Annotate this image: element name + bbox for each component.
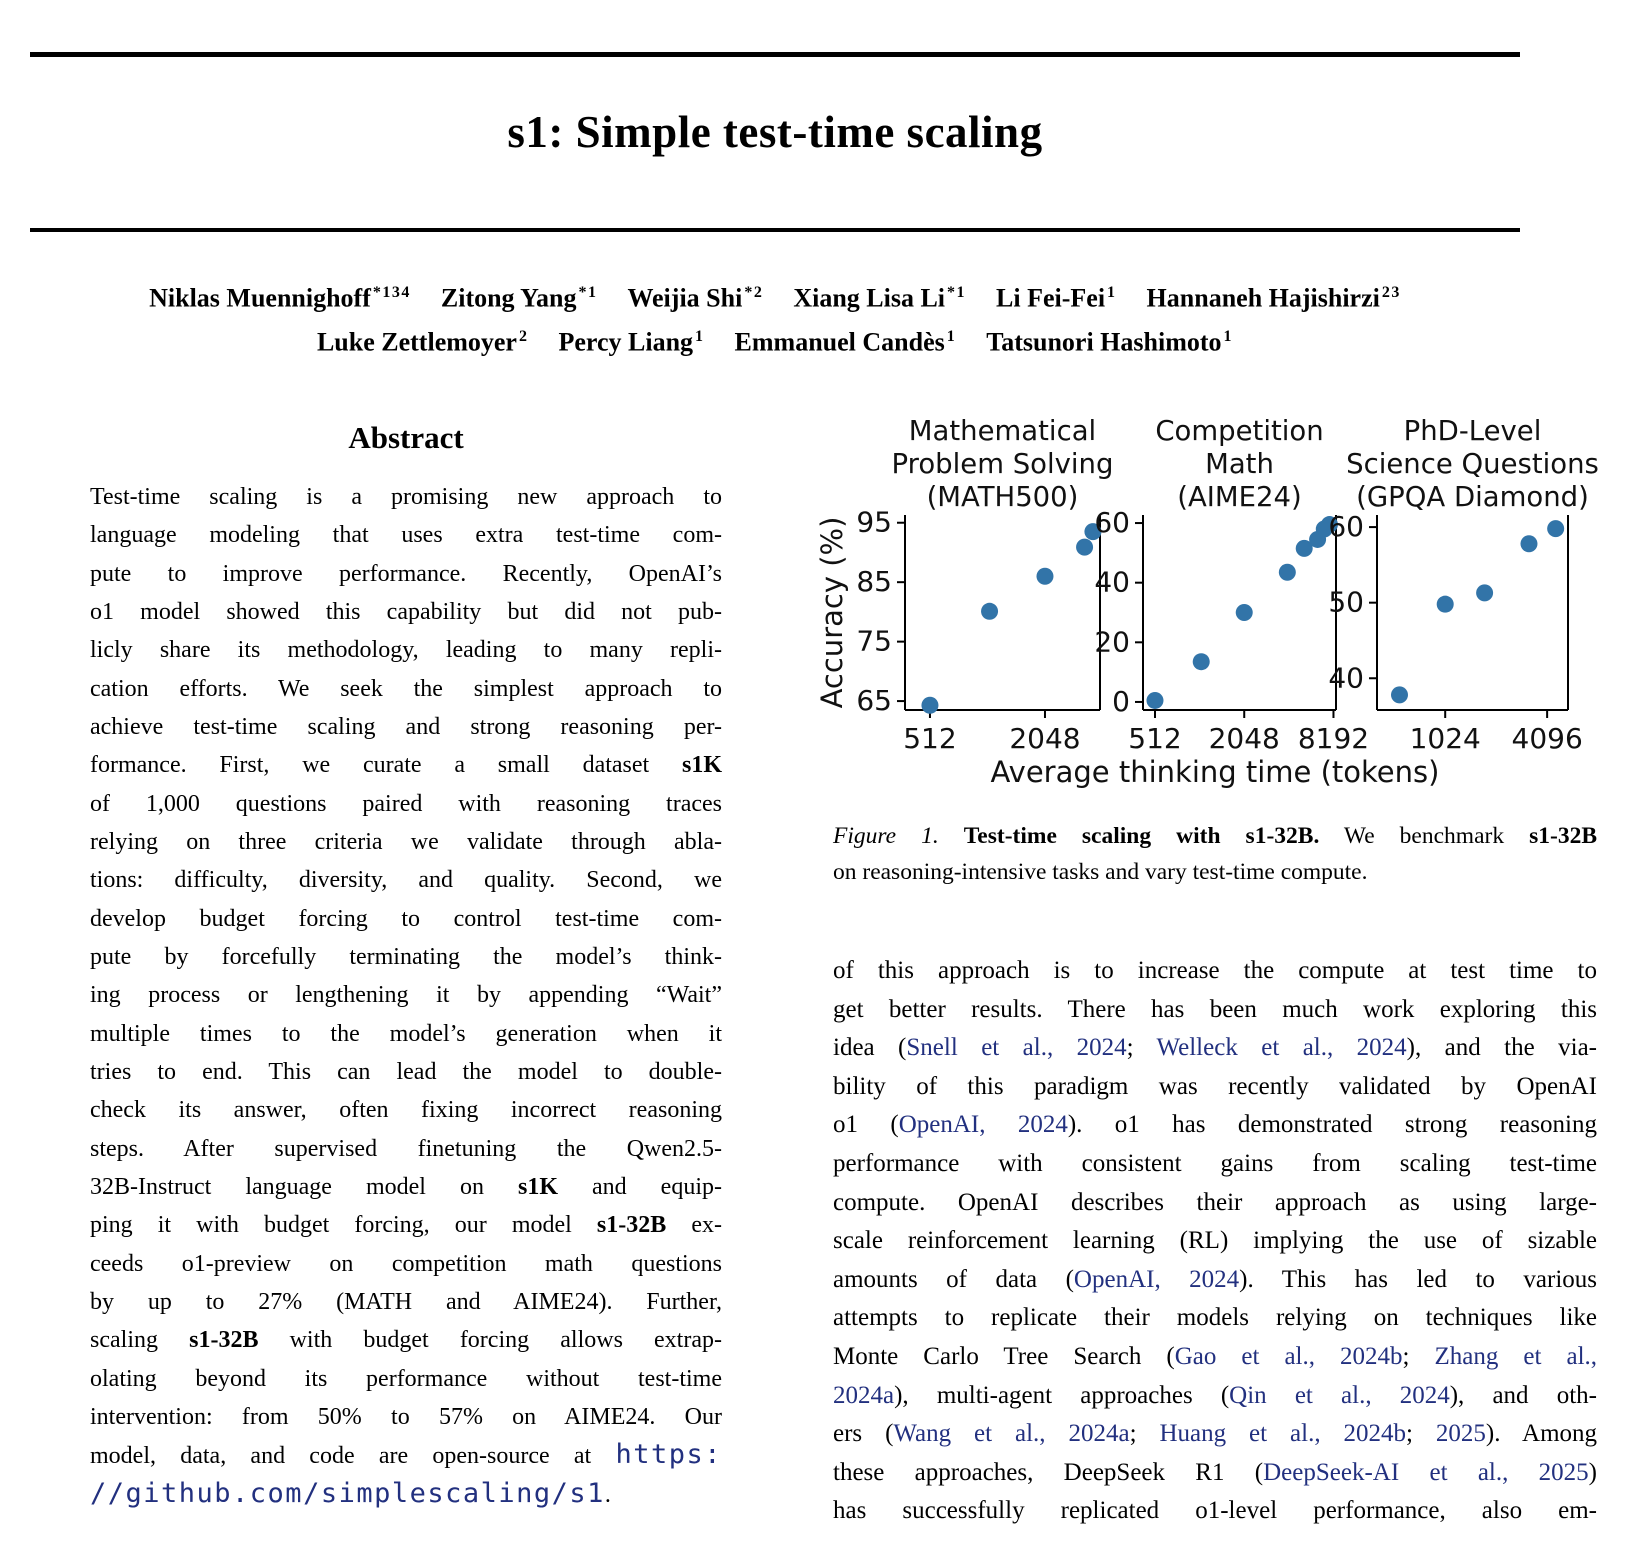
figure-1-charts bbox=[815, 395, 1640, 795]
text-segment: relying on three criteria we validate through abla- bbox=[90, 828, 722, 855]
subplot-title: (GPQA Diamond) bbox=[1356, 481, 1589, 513]
y-tick-label: 0 bbox=[1112, 684, 1130, 718]
text-segment: s1-32B bbox=[1529, 823, 1598, 849]
text-line bbox=[90, 1245, 722, 1283]
author bbox=[558, 316, 704, 364]
x-tick-label: 512 bbox=[1128, 722, 1182, 755]
text-line bbox=[833, 991, 1597, 1030]
author-affiliation-sup: 23 bbox=[1381, 284, 1401, 301]
text-line bbox=[90, 1475, 722, 1513]
text-line bbox=[90, 938, 722, 976]
data-point bbox=[1036, 568, 1053, 585]
author-affiliation-sup: *1 bbox=[578, 284, 598, 301]
text-line bbox=[90, 785, 722, 823]
text-segment: compute. OpenAI describes their approach as using large- bbox=[833, 1188, 1597, 1216]
author bbox=[627, 272, 763, 320]
text-line bbox=[90, 746, 722, 784]
text-line bbox=[833, 1145, 1597, 1184]
data-point bbox=[1193, 653, 1210, 670]
author-affiliation-sup: 1 bbox=[1223, 328, 1234, 345]
page-title: s1: Simple test-time scaling bbox=[507, 107, 1043, 157]
citation-link[interactable]: 2024a bbox=[833, 1381, 895, 1409]
y-tick-label: 50 bbox=[1328, 585, 1364, 619]
text-line bbox=[833, 1377, 1597, 1416]
text-line bbox=[833, 1415, 1597, 1454]
text-line bbox=[90, 976, 722, 1014]
title-rule bbox=[30, 228, 1520, 232]
author-name: Niklas Muennighoff bbox=[149, 283, 371, 313]
text-line bbox=[833, 818, 1597, 854]
x-tick-label: 2048 bbox=[1009, 722, 1081, 755]
y-tick-label: 65 bbox=[856, 684, 892, 718]
author-name: Weijia Shi bbox=[627, 283, 743, 313]
citation-link[interactable]: Huang et al., 2024b bbox=[1159, 1420, 1406, 1448]
author bbox=[149, 272, 411, 320]
citation-link[interactable]: Qin et al., 2024 bbox=[1229, 1381, 1450, 1409]
text-segment: ) bbox=[1588, 1458, 1597, 1486]
citation-link[interactable]: Wang et al., 2024a bbox=[893, 1420, 1130, 1448]
text-segment: pute by forcefully terminating the model’s think- bbox=[90, 943, 722, 970]
text-segment: . bbox=[604, 1481, 611, 1508]
text-segment: ; bbox=[1126, 1034, 1157, 1062]
text-line bbox=[90, 1091, 722, 1129]
text-line bbox=[833, 1454, 1597, 1493]
text-line bbox=[833, 1029, 1597, 1068]
text-segment: tions: difficulty, diversity, and quality. Second, we bbox=[90, 867, 722, 894]
intro-column bbox=[833, 952, 1597, 1531]
text-segment: Monte Carlo Tree Search ( bbox=[833, 1342, 1175, 1370]
author bbox=[996, 272, 1117, 320]
text-line bbox=[90, 670, 722, 708]
text-line bbox=[833, 1184, 1597, 1223]
data-point bbox=[1279, 564, 1296, 581]
text-line bbox=[90, 478, 722, 516]
y-tick-label: 60 bbox=[1094, 506, 1130, 540]
text-line bbox=[833, 1068, 1597, 1107]
author-line-2 bbox=[30, 316, 1520, 364]
y-tick-label: 60 bbox=[1328, 510, 1364, 544]
author bbox=[441, 272, 598, 320]
text-segment: get better results. There has been much work exploring this bbox=[833, 995, 1597, 1023]
text-line bbox=[833, 1261, 1597, 1300]
author-name: Xiang Lisa Li bbox=[793, 283, 946, 313]
text-segment: of this approach is to increase the compute at test time to bbox=[833, 957, 1597, 984]
citation-link[interactable]: Gao et al., 2024b bbox=[1174, 1342, 1403, 1370]
author-name: Li Fei-Fei bbox=[996, 283, 1106, 313]
author-affiliation-sup: *2 bbox=[744, 284, 764, 301]
text-segment: ing process or lengthening it by appending “Wait” bbox=[90, 982, 722, 1009]
x-tick-label: 4096 bbox=[1511, 722, 1583, 755]
text-segment: Test-time scaling with s1-32B. bbox=[963, 823, 1320, 849]
text-segment: ), and oth- bbox=[1449, 1381, 1597, 1409]
text-line bbox=[833, 1338, 1597, 1377]
text-segment: ceeds o1-preview on competition math questions bbox=[90, 1250, 722, 1277]
text-line bbox=[90, 593, 722, 631]
text-line bbox=[90, 1015, 722, 1053]
subplot-title: Math bbox=[1205, 448, 1274, 480]
text-segment: Test-time scaling is a promising new approach to bbox=[90, 484, 722, 510]
url-link[interactable]: //github.com/simplescaling/s1 bbox=[90, 1477, 605, 1509]
text-segment: We benchmark bbox=[1319, 823, 1530, 849]
y-tick-label: 95 bbox=[856, 505, 892, 539]
text-line bbox=[90, 708, 722, 746]
author bbox=[735, 316, 957, 364]
text-segment: s1K bbox=[681, 752, 722, 779]
author-name: Luke Zettlemoyer bbox=[316, 327, 517, 357]
abstract-heading: Abstract bbox=[348, 420, 464, 455]
text-line bbox=[90, 1283, 722, 1321]
subplot-title: Competition bbox=[1155, 415, 1324, 447]
subplot-title: Mathematical bbox=[908, 415, 1097, 447]
text-line bbox=[833, 952, 1597, 991]
author-name: Percy Liang bbox=[558, 327, 694, 357]
y-tick-label: 75 bbox=[856, 624, 892, 658]
data-point bbox=[1437, 596, 1454, 613]
data-point bbox=[1146, 692, 1163, 709]
text-line bbox=[833, 854, 1597, 890]
subplot-title: Science Questions bbox=[1346, 448, 1599, 480]
text-segment: bility of this paradigm was recently validated by OpenAI bbox=[833, 1072, 1597, 1100]
x-axis-label: Average thinking time (tokens) bbox=[990, 755, 1440, 789]
text-segment: pute to improve performance. Recently, OpenAI’s bbox=[90, 560, 722, 587]
text-segment: develop budget forcing to control test-time com- bbox=[90, 905, 722, 932]
citation-link[interactable]: Welleck et al., 2024 bbox=[1156, 1034, 1407, 1062]
text-segment: with budget forcing allows extrap- bbox=[258, 1327, 722, 1354]
text-segment: ex- bbox=[666, 1212, 722, 1239]
x-tick-label: 8192 bbox=[1297, 722, 1370, 755]
text-segment: intervention: from 50% to 57% on AIME24. Our bbox=[90, 1403, 722, 1430]
text-line bbox=[90, 631, 722, 669]
text-segment: achieve test-time scaling and strong reasoning per- bbox=[90, 713, 722, 740]
text-segment: these approaches, DeepSeek R1 ( bbox=[833, 1458, 1264, 1486]
subplot-title: (AIME24) bbox=[1177, 481, 1302, 513]
text-segment: on reasoning-intensive tasks and vary test-time compute. bbox=[833, 859, 1368, 885]
text-segment: Figure 1. bbox=[833, 823, 939, 849]
author-affiliation-sup: 1 bbox=[695, 328, 705, 345]
text-segment: scaling bbox=[90, 1327, 190, 1354]
author-affiliation-sup: *134 bbox=[372, 284, 411, 301]
text-line bbox=[833, 1492, 1597, 1531]
author-affiliation-sup: 1 bbox=[1107, 284, 1117, 301]
data-point bbox=[1547, 520, 1564, 537]
data-point bbox=[1520, 535, 1537, 552]
text-line bbox=[90, 900, 722, 938]
scatter-figure bbox=[815, 395, 1640, 795]
x-tick-label: 1024 bbox=[1409, 722, 1481, 755]
text-line bbox=[90, 1130, 722, 1168]
text-segment: ). Among bbox=[1485, 1420, 1598, 1448]
text-segment: 32B-Instruct language model on bbox=[90, 1173, 518, 1200]
author-affiliation-sup: *1 bbox=[947, 284, 967, 301]
text-line bbox=[833, 1222, 1597, 1261]
text-segment: ping it with budget forcing, our model bbox=[90, 1212, 597, 1239]
text-segment: ), and the via- bbox=[1406, 1034, 1598, 1062]
text-line bbox=[90, 1398, 722, 1436]
data-point bbox=[1476, 584, 1493, 601]
top-rule bbox=[30, 52, 1520, 57]
text-segment: multiple times to the model’s generation when it bbox=[90, 1020, 722, 1047]
figure-1-caption bbox=[833, 818, 1597, 890]
text-segment: s1-32B bbox=[596, 1212, 667, 1239]
author bbox=[317, 316, 529, 364]
text-line bbox=[90, 516, 722, 554]
text-line bbox=[833, 1299, 1597, 1338]
text-segment: licly share its methodology, leading to many repli- bbox=[90, 637, 722, 664]
text-segment: scale reinforcement learning (RL) implying the use of sizable bbox=[833, 1227, 1597, 1255]
data-point bbox=[1236, 604, 1253, 621]
x-tick-label: 2048 bbox=[1208, 722, 1280, 755]
y-tick-label: 40 bbox=[1094, 565, 1130, 599]
citation-link[interactable]: OpenAI, 2024 bbox=[1073, 1265, 1240, 1293]
text-line bbox=[90, 1206, 722, 1244]
author-affiliation-sup: 2 bbox=[518, 328, 529, 345]
text-segment: ; bbox=[1406, 1420, 1436, 1448]
text-segment: ), multi-agent approaches ( bbox=[894, 1381, 1230, 1409]
url-link[interactable]: https: bbox=[615, 1439, 722, 1471]
author-name: Hannaneh Hajishirzi bbox=[1146, 283, 1380, 313]
data-point bbox=[1076, 539, 1093, 556]
text-segment bbox=[939, 823, 964, 849]
abstract-column bbox=[90, 478, 722, 1513]
text-segment: ). This has led to various bbox=[1239, 1265, 1597, 1293]
text-segment: ; bbox=[1129, 1420, 1160, 1448]
text-segment: steps. After supervised finetuning the Qwen2.5- bbox=[90, 1135, 722, 1162]
text-line bbox=[90, 555, 722, 593]
author bbox=[986, 316, 1233, 364]
text-segment: s1K bbox=[517, 1173, 558, 1200]
author-affiliation-sup: 1 bbox=[946, 328, 957, 345]
text-segment: language modeling that uses extra test-time com- bbox=[90, 522, 722, 549]
text-segment: formance. First, we curate a small dataset bbox=[90, 752, 682, 779]
text-segment: ; bbox=[1402, 1342, 1435, 1370]
text-segment: has successfully replicated o1-level performance, also em- bbox=[833, 1497, 1597, 1525]
author-name: Emmanuel Candès bbox=[734, 327, 945, 357]
text-line bbox=[90, 1321, 722, 1359]
data-point bbox=[1391, 686, 1408, 703]
text-line bbox=[90, 1053, 722, 1091]
text-segment: olating beyond its performance without test-time bbox=[90, 1365, 722, 1392]
y-tick-label: 20 bbox=[1094, 625, 1130, 659]
y-axis-label: Accuracy (%) bbox=[815, 516, 849, 709]
text-segment: ). o1 has demonstrated strong reasoning bbox=[1067, 1111, 1597, 1139]
text-segment: tries to end. This can lead the model to double- bbox=[90, 1058, 722, 1085]
text-line bbox=[90, 1168, 722, 1206]
text-line bbox=[833, 1106, 1597, 1145]
text-segment: performance with consistent gains from scaling test-time bbox=[833, 1149, 1597, 1177]
text-line bbox=[90, 861, 722, 899]
text-segment: idea ( bbox=[833, 1034, 907, 1062]
text-segment: o1 ( bbox=[833, 1111, 899, 1139]
text-segment: attempts to replicate their models relying on techniques like bbox=[833, 1304, 1597, 1332]
subplot-title: (MATH500) bbox=[926, 481, 1079, 513]
text-segment: model, data, and code are open-source at bbox=[90, 1443, 616, 1470]
text-segment: amounts of data ( bbox=[833, 1265, 1074, 1293]
text-segment: check its answer, often fixing incorrect reasoning bbox=[90, 1097, 722, 1124]
author-line-1 bbox=[30, 272, 1520, 320]
citation-link[interactable]: Zhang et al., bbox=[1434, 1342, 1598, 1370]
author bbox=[793, 272, 966, 320]
author-name: Tatsunori Hashimoto bbox=[986, 327, 1222, 357]
text-segment: s1-32B bbox=[189, 1327, 259, 1354]
data-point bbox=[981, 603, 998, 620]
y-tick-label: 40 bbox=[1328, 661, 1364, 695]
citation-link[interactable]: OpenAI, 2024 bbox=[898, 1111, 1068, 1139]
data-point bbox=[921, 697, 938, 714]
y-tick-label: 85 bbox=[856, 565, 892, 599]
citation-link[interactable]: DeepSeek-AI et al., 2025 bbox=[1263, 1458, 1589, 1486]
subplot-title: Problem Solving bbox=[891, 448, 1114, 480]
text-segment: cation efforts. We seek the simplest approach to bbox=[90, 675, 722, 702]
author bbox=[1147, 272, 1401, 320]
author-name: Zitong Yang bbox=[440, 283, 577, 313]
x-tick-label: 512 bbox=[903, 722, 957, 755]
citation-link[interactable]: 2025 bbox=[1435, 1420, 1486, 1448]
text-segment: o1 model showed this capability but did not pub- bbox=[90, 598, 722, 625]
text-line bbox=[90, 1436, 722, 1474]
subplot-title: PhD-Level bbox=[1403, 415, 1542, 447]
text-segment: by up to 27% (MATH and AIME24). Further, bbox=[90, 1288, 722, 1315]
text-line bbox=[90, 1360, 722, 1398]
text-segment: ers ( bbox=[833, 1420, 894, 1448]
text-segment: of 1,000 questions paired with reasoning traces bbox=[90, 790, 722, 817]
text-line bbox=[90, 823, 722, 861]
citation-link[interactable]: Snell et al., 2024 bbox=[906, 1034, 1127, 1062]
text-segment: and equip- bbox=[558, 1173, 722, 1200]
